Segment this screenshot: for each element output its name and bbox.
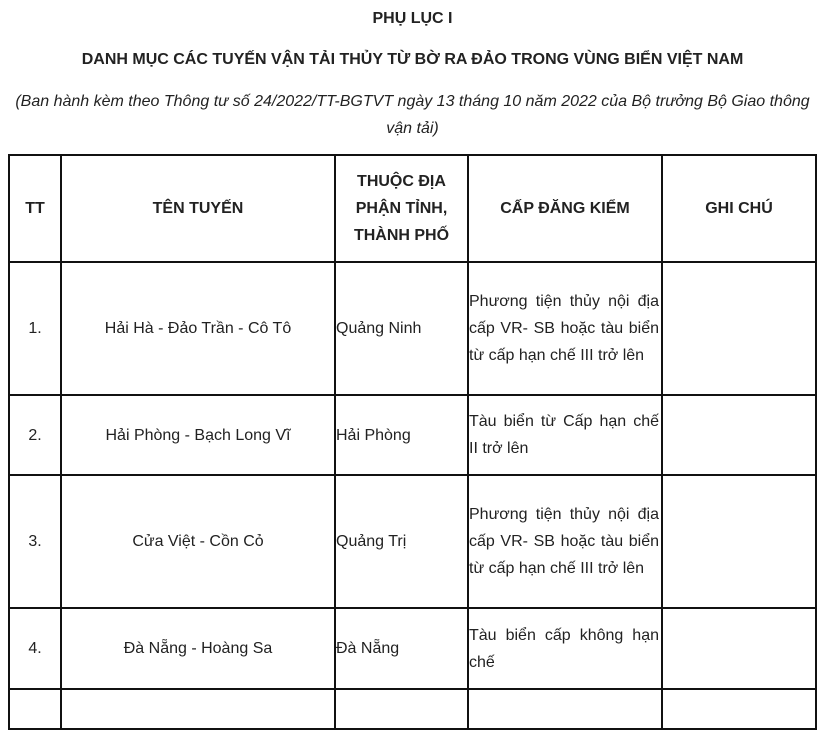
table-header-row: [9, 155, 816, 262]
cell-class: Tàu biển từ Cấp hạn chế II trở lên: [468, 395, 662, 475]
cell-route: Cửa Việt - Cồn Cỏ: [61, 475, 335, 608]
cell-class: Tàu biển cấp không hạn chế: [468, 608, 662, 689]
routes-table: [8, 154, 817, 730]
cell-province: Quảng Ninh: [335, 262, 468, 395]
cell-route: Đà Nẵng - Hoàng Sa: [61, 608, 335, 689]
cell-province: Quảng Trị: [335, 475, 468, 608]
table-row: [9, 608, 816, 689]
column-header-route: TÊN TUYẾN: [61, 155, 335, 262]
cell-note: [662, 608, 816, 689]
cell-route: Hải Phòng - Bạch Long Vĩ: [61, 395, 335, 475]
column-header-tt: TT: [9, 155, 61, 262]
table-row: [9, 475, 816, 608]
column-header-class: CẤP ĐĂNG KIỂM: [468, 155, 662, 262]
document-subtitle: (Ban hành kèm theo Thông tư số 24/2022/TT-BGTVT ngày 13 tháng 10 năm 2022 của Bộ trưởng Bộ Giao thông vận tải): [15, 93, 810, 137]
table-row: [9, 262, 816, 395]
cell-province: Đà Nẵng: [335, 608, 468, 689]
cell-tt: 2.: [9, 395, 61, 475]
cell-province: Hải Phòng: [335, 395, 468, 475]
document-title: DANH MỤC CÁC TUYẾN VẬN TẢI THỦY TỪ BỜ RA ĐẢO TRONG VÙNG BIỂN VIỆT NAM: [81, 51, 744, 68]
cell-tt: 4.: [9, 608, 61, 689]
cell-route: Hải Hà - Đảo Trần - Cô Tô: [61, 262, 335, 395]
cell-note: [662, 262, 816, 395]
cell-class: Phương tiện thủy nội địa cấp VR- SB hoặc tàu biển từ cấp hạn chế III trở lên: [468, 262, 662, 395]
appendix-label: PHỤ LỤC I: [372, 10, 453, 27]
cell-note: [662, 475, 816, 608]
column-header-province: THUỘC ĐỊA PHẬN TỈNH, THÀNH PHỐ: [335, 155, 468, 262]
table-row: [9, 395, 816, 475]
table-row-partial: [9, 689, 816, 729]
cell-note: [662, 395, 816, 475]
cell-class: Phương tiện thủy nội địa cấp VR- SB hoặc tàu biển từ cấp hạn chế III trở lên: [468, 475, 662, 608]
cell-tt: 1.: [9, 262, 61, 395]
cell-tt: 3.: [9, 475, 61, 608]
column-header-note: GHI CHÚ: [662, 155, 816, 262]
